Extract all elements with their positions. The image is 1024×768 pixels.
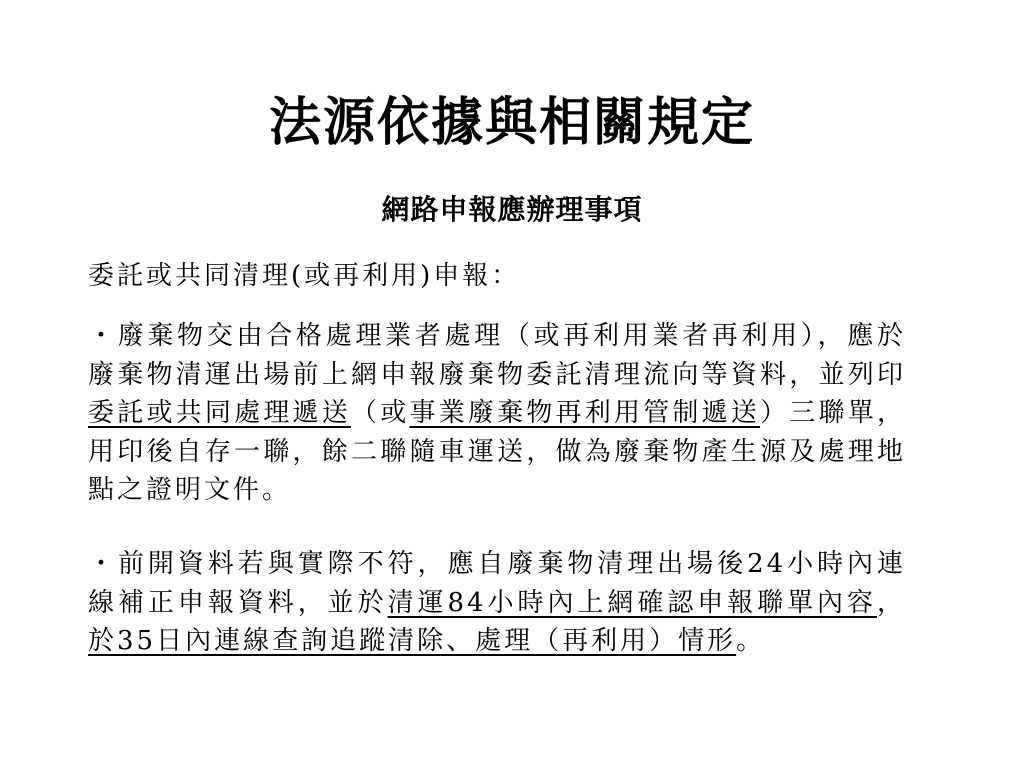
bullet-text: ・廢棄物交由合格處理業者處理（或再利用業者再利用），應於廢棄物清運出場前上網申報廢棄物委託清理流向等資料，並列印 [88,321,906,390]
bullet-text: ， [876,587,906,618]
bullet-text: ）三聯單，用印後自存一聯，餘二聯隨車運送，做為廢棄物產生源及處理地點之證明文件。 [88,398,906,505]
bullet-text: 。 [736,626,766,656]
underlined-term-reuse-manifest: 事業廢棄物再利用管制遞送 [409,398,761,428]
underlined-term-35-day-tracking: 於35日內連線查詢追蹤清除、處理（再利用）情形 [88,626,737,656]
bullet-text: （或 [350,398,410,428]
slide-subtitle: 網路申報應辦理事項 [381,193,643,226]
intro-text: 委託或共同清理(或再利用)申報： [88,261,521,291]
underlined-term-84-hour-confirmation: 清運84小時內上網確認申報聯單內容 [387,587,877,618]
slide-title: 法源依據與相關規定 [268,92,755,153]
bullet-paragraph-manifest [88,317,906,510]
bullet-text: ・前開資料若與實際不符，應自廢棄物清理出場後24小時內連線補正申報資料，並於 [88,549,906,618]
bullet-paragraph-correction [88,545,906,661]
underlined-term-joint-disposal-manifest: 委託或共同處理遞送 [88,398,351,428]
